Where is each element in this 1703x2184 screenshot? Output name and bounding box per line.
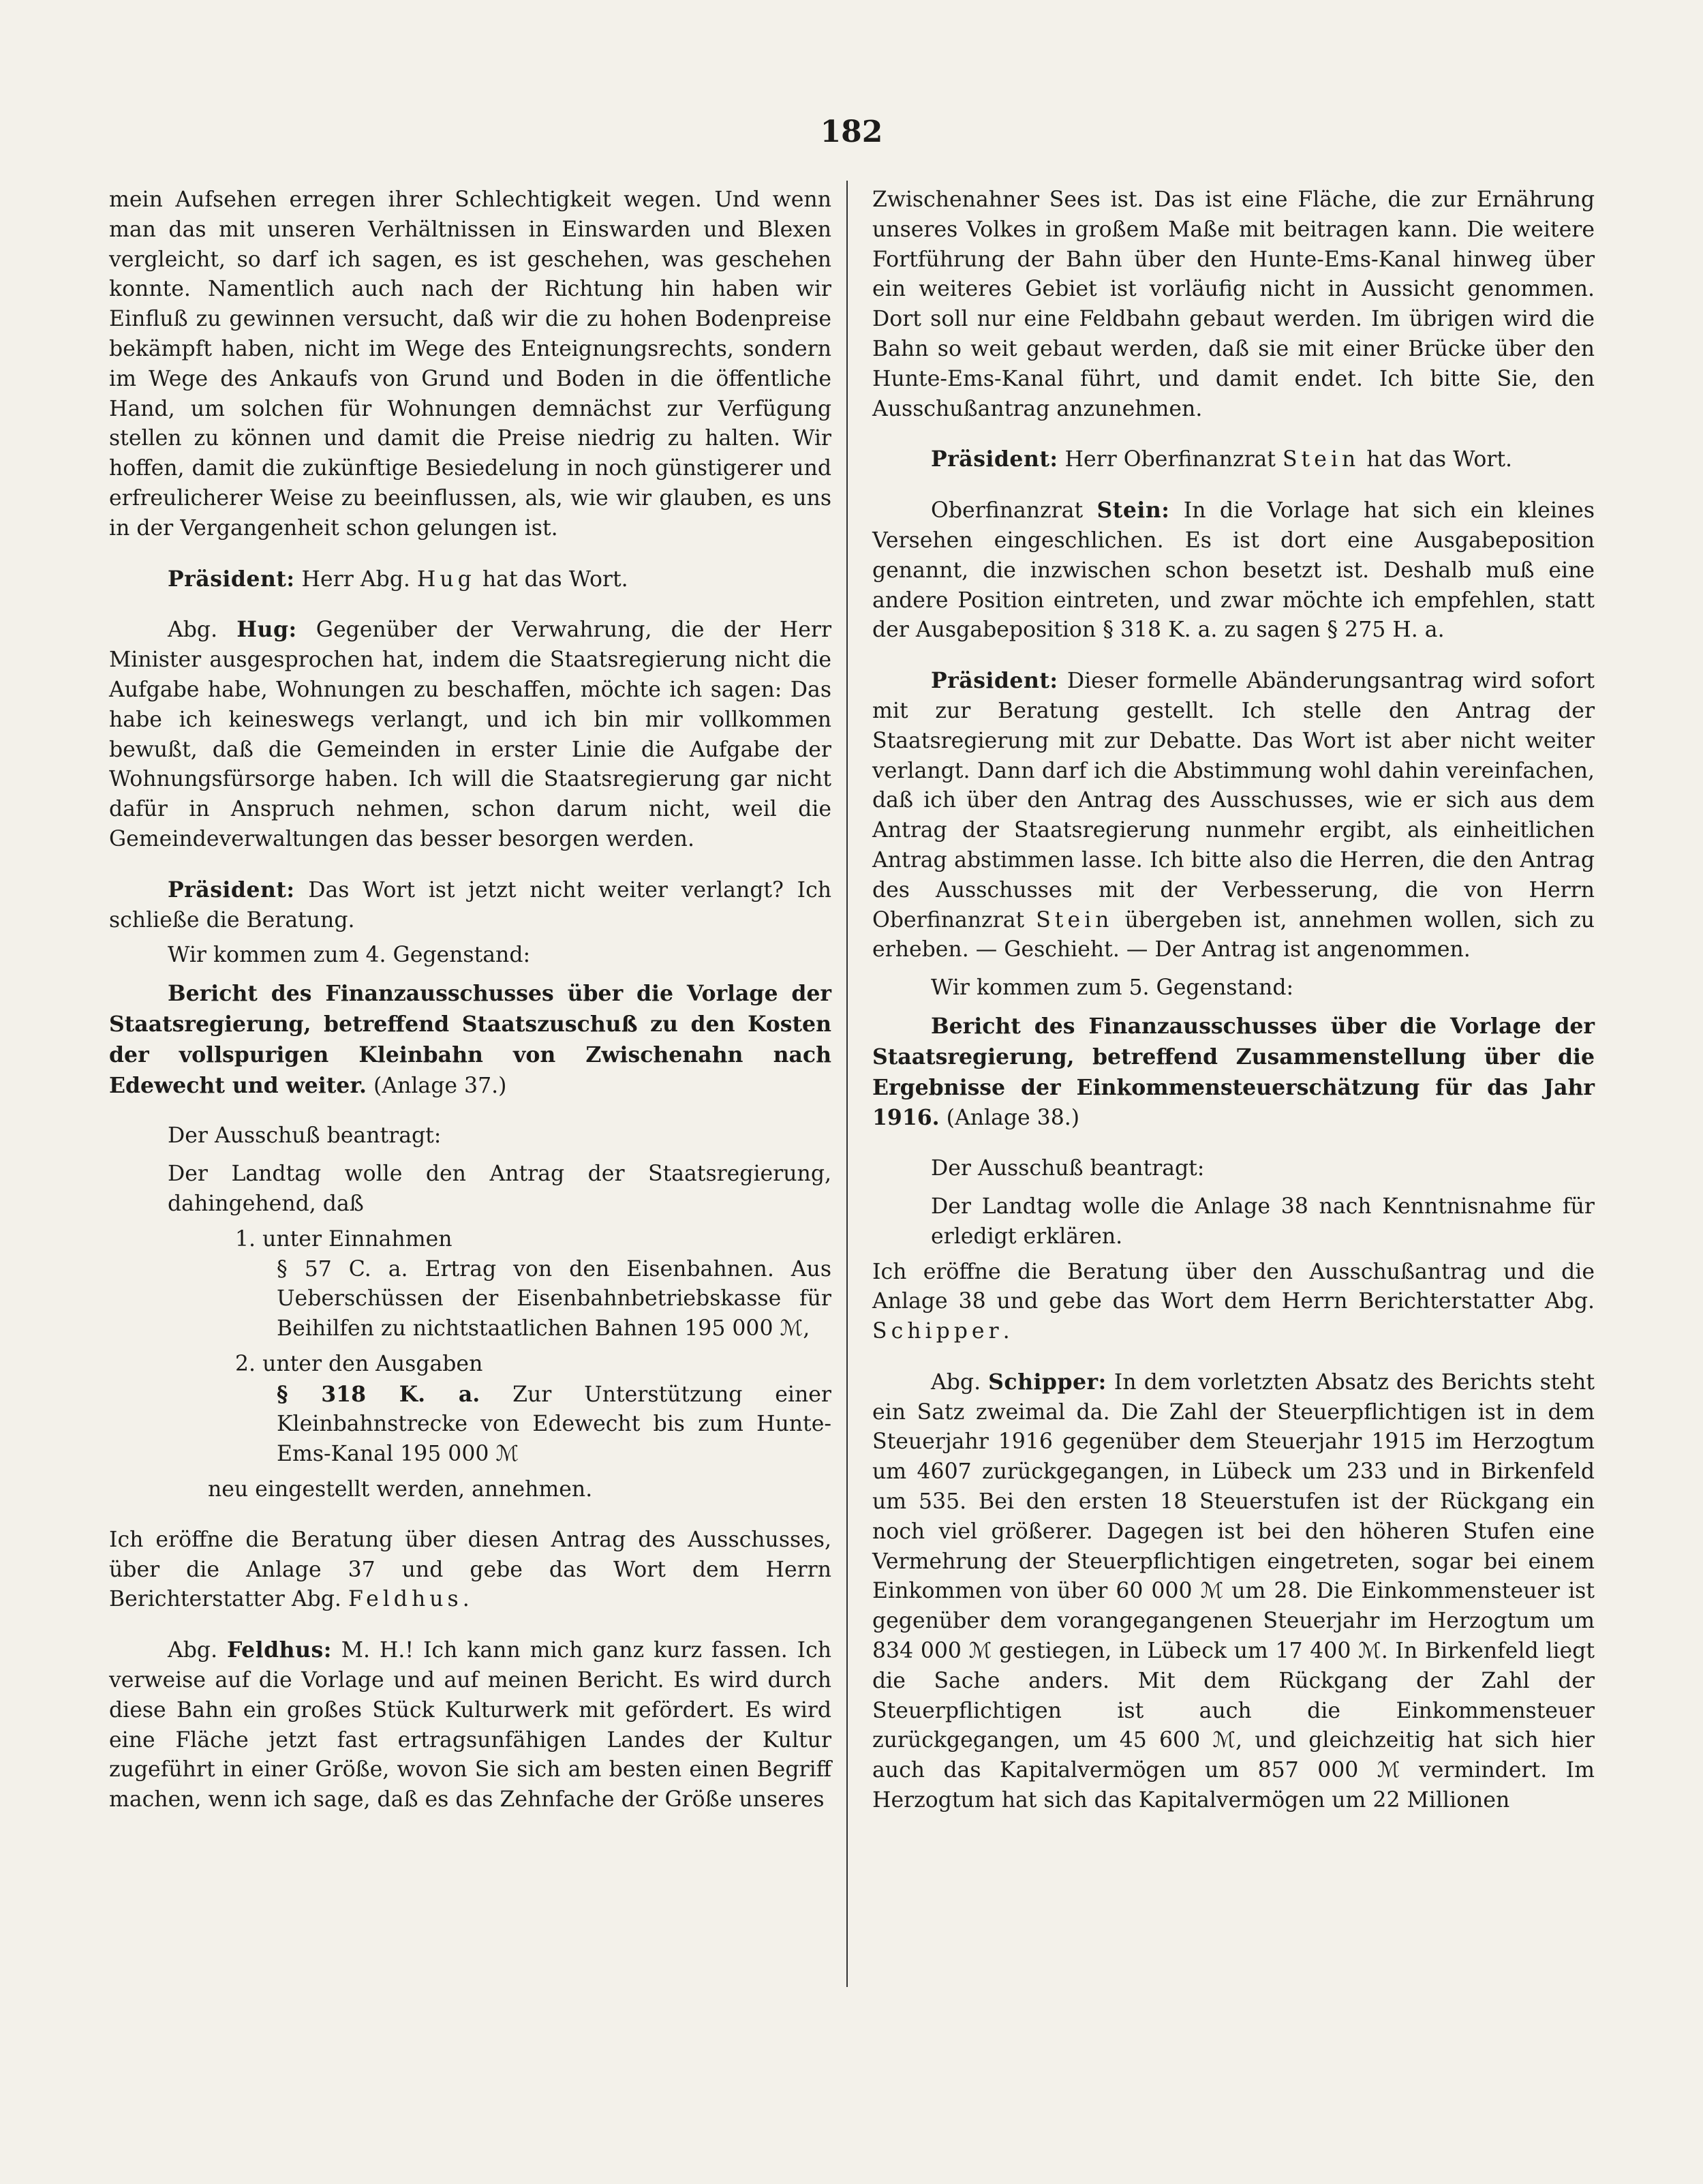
list-item: 1. unter Einnahmen [235, 1226, 452, 1252]
agenda-title: Bericht des Finanzausschusses über die Vorlage der Staatsregierung, betreffend Zusammenstellung über die Ergebnisse der Einkommensteuerschätzung für das Jahr 1916. (Anlage 38.) [872, 1013, 1595, 1131]
paragraph: Der Ausschuß beantragt: [168, 1123, 442, 1149]
speaker-label: Stein: [1096, 498, 1170, 524]
paragraph: mein Aufsehen erregen ihrer Schlechtigkeit wegen. Und wenn man das mit unseren Verhältnissen in Einswarden und Blexen vergleicht, so darf ich sagen, es ist geschehen, was geschehen konnte. Namentlich auch nach der Richtung hin haben wir Einfluß zu gewinnen versucht, daß wir die zu hohen Bodenpreise bekämpft haben, nicht im Wege des Enteignungsrechts, sondern im Wege des Ankaufs von Grund und Boden in die öffentliche Hand, um solchen für Wohnungen demnächst zur Verfügung stellen zu können und damit die Preise niedrig zu halten. Wir hoffen, damit die zukünftige Besiedelung in noch günstigerer und erfreulicherer Weise zu beeinflussen, als, wie wir glauben, es uns in der Vergangenheit schon gelungen ist. [109, 187, 831, 541]
paragraph: Der Landtag wolle den Antrag der Staatsregierung, dahingehend, daß [168, 1162, 831, 1216]
speaker-label: Präsident: [168, 877, 295, 903]
column-divider [846, 181, 848, 1987]
agenda-title: Bericht des Finanzausschusses über die Vorlage der Staatsregierung, betreffend Staatszuschuß zu den Kosten der vollspurigen Kleinbahn von Zwischenahn nach Edewecht und weiter. (Anlage 37.) [109, 981, 831, 1098]
paragraph: Wir kommen zum 4. Gegenstand: [168, 943, 531, 968]
paragraph: Der Ausschuß beantragt: [931, 1156, 1205, 1181]
speaker-name: Schipper [872, 1319, 1003, 1344]
list-item: 2. unter den Ausgaben [235, 1351, 483, 1376]
speaker-paragraph: Abg. Schipper: In dem vorletzten Absatz des Berichts steht ein Satz zweimal da. Die Zahl der Steuerpflichtigen ist in dem Steuerjahr 1916 gegenüber dem Steuerjahr 1915 im Herzogtum um 4607 zurückgegangen, in Lübeck um 233 und in Birkenfeld um 535. Bei den ersten 18 Steuerstufen ist der Rückgang ein noch viel größerer. Dagegen ist bei den höheren Stufen eine Vermehrung der Steuerpflichtigen eingetreten, sogar bei einem Einkommen von über 60 000 ℳ um 28. Die Einkommensteuer ist gegenüber dem vorangegangenen Steuerjahr im Herzogtum um 834 000 ℳ gestiegen, in Lübeck um 17 400 ℳ. In Birkenfeld liegt die Sache anders. Mit dem Rückgang der Zahl der Steuerpflichtigen ist auch die Einkommensteuer zurückgegangen, um 45 600 ℳ, und gleichzeitig hat sich hier auch das Kapitalvermögen um 857 000 ℳ vermindert. Im Herzogtum hat sich das Kapitalvermögen um 22 Millionen [872, 1369, 1595, 1813]
speaker-paragraph: Präsident: Herr Abg. Hug hat das Wort. [168, 566, 628, 592]
speaker-name: Feldhus [348, 1587, 463, 1612]
paragraph: Ich eröffne die Beratung über diesen Antrag des Ausschusses, über die Anlage 37 und gebe das Wort dem Herrn Berichterstatter Abg. Feldhus. [109, 1527, 831, 1612]
speaker-label: Feldhus: [227, 1637, 332, 1663]
list-item: § 57 C. a. Ertrag von den Eisenbahnen. Aus Ueberschüssen der Eisenbahnbetriebskasse für Beihilfen zu nichtstaatlichen Bahnen 195 000 ℳ, [277, 1256, 831, 1341]
page-number: 182 [820, 115, 883, 149]
paragraph: neu eingestellt werden, annehmen. [208, 1477, 593, 1502]
speaker-paragraph: Präsident: Herr Oberfinanzrat Stein hat das Wort. [931, 446, 1513, 472]
paragraph: Zwischenahner Sees ist. Das ist eine Fläche, die zur Ernährung unseres Volkes in großem Maße mit beitragen kann. Die weitere Fortführung der Bahn über den Hunte-Ems-Kanal hinweg über ein weiteres Gebiet ist vorläufig nicht in Aussicht genommen. Dort soll nur eine Feldbahn gebaut werden. Im übrigen wird die Bahn so weit gebaut werden, daß sie mit einer Brücke über den Hunte-Ems-Kanal führt, und damit endet. Ich bitte Sie, den Ausschußantrag anzunehmen. [872, 187, 1595, 421]
speaker-paragraph: Abg. Feldhus: M. H.! Ich kann mich ganz kurz fassen. Ich verweise auf die Vorlage und auf meinen Bericht. Es wird durch diese Bahn ein großes Stück Kulturwerk mit gefördert. Es wird eine Fläche jetzt fast ertragsunfähigen Landes der Kultur zugeführt in einer Größe, wovon Sie sich am besten einen Begriff machen, wenn ich sage, daß es das Zehnfache der Größe unseres [109, 1637, 831, 1813]
speaker-label: Präsident: [168, 566, 295, 592]
speaker-label: Präsident: [931, 668, 1058, 694]
right-column [872, 185, 1595, 1836]
speaker-label: Präsident: [931, 446, 1058, 472]
paragraph: Ich eröffne die Beratung über den Ausschußantrag und die Anlage 38 und gebe das Wort dem Herrn Berichterstatter Abg. Schipper. [872, 1259, 1595, 1344]
speaker-paragraph: Abg. Hug: Gegenüber der Verwahrung, die der Herr Minister ausgesprochen hat, indem die Staatsregierung nicht die Aufgabe habe, Wohnungen zu beschaffen, möchte ich sagen: Das habe ich keineswegs verlangt, und ich bin mir vollkommen bewußt, daß die Gemeinden in erster Linie die Aufgabe der Wohnungsfürsorge haben. Ich will die Staatsregierung gar nicht dafür in Anspruch nehmen, schon darum nicht, weil die Gemeindeverwaltungen das besser besorgen werden. [109, 617, 831, 851]
speaker-label: Schipper: [988, 1369, 1107, 1395]
speaker-name: Stein [1036, 907, 1114, 932]
paragraph: Der Landtag wolle die Anlage 38 nach Kenntnisnahme für erledigt erklären. [931, 1194, 1595, 1249]
speaker-label: Hug: [236, 617, 297, 643]
paragraph: Wir kommen zum 5. Gegenstand: [931, 975, 1294, 1001]
speaker-paragraph: Präsident: Dieser formelle Abänderungsantrag wird sofort mit zur Beratung gestellt. Ich stelle den Antrag der Staatsregierung mit zur Debatte. Das Wort ist aber nicht weiter verlangt. Dann darf ich die Abstimmung wohl dahin vereinfachen, daß ich über den Antrag des Ausschusses, wie er sich aus dem Antrag der Staatsregierung nunmehr ergibt, als einheitlichen Antrag abstimmen lasse. Ich bitte also die Herren, die den Antrag des Ausschusses mit der Verbesserung, die von Herrn Oberfinanzrat Stein übergeben ist, annehmen wollen, sich zu erheben. — Geschieht. — Der Antrag ist angenommen. [872, 668, 1595, 962]
list-item: § 318 K. a. Zur Unterstützung einer Kleinbahnstrecke von Edewecht bis zum Hunte-Ems-Kanal 195 000 ℳ [277, 1381, 831, 1467]
speaker-name: Stein [1282, 447, 1360, 472]
left-column [109, 185, 831, 1836]
speaker-paragraph: Präsident: Das Wort ist jetzt nicht weiter verlangt? Ich schließe die Beratung. [109, 877, 831, 932]
speaker-paragraph: Oberfinanzrat Stein: In die Vorlage hat sich ein kleines Versehen eingeschlichen. Es ist dort eine Ausgabeposition genannt, die inzwischen schon besetzt ist. Deshalb muß eine andere Position eintreten, und zwar möchte ich empfehlen, statt der Ausgabeposition § 318 K. a. zu sagen § 275 H. a. [872, 498, 1595, 643]
speaker-name: Hug [416, 566, 476, 592]
